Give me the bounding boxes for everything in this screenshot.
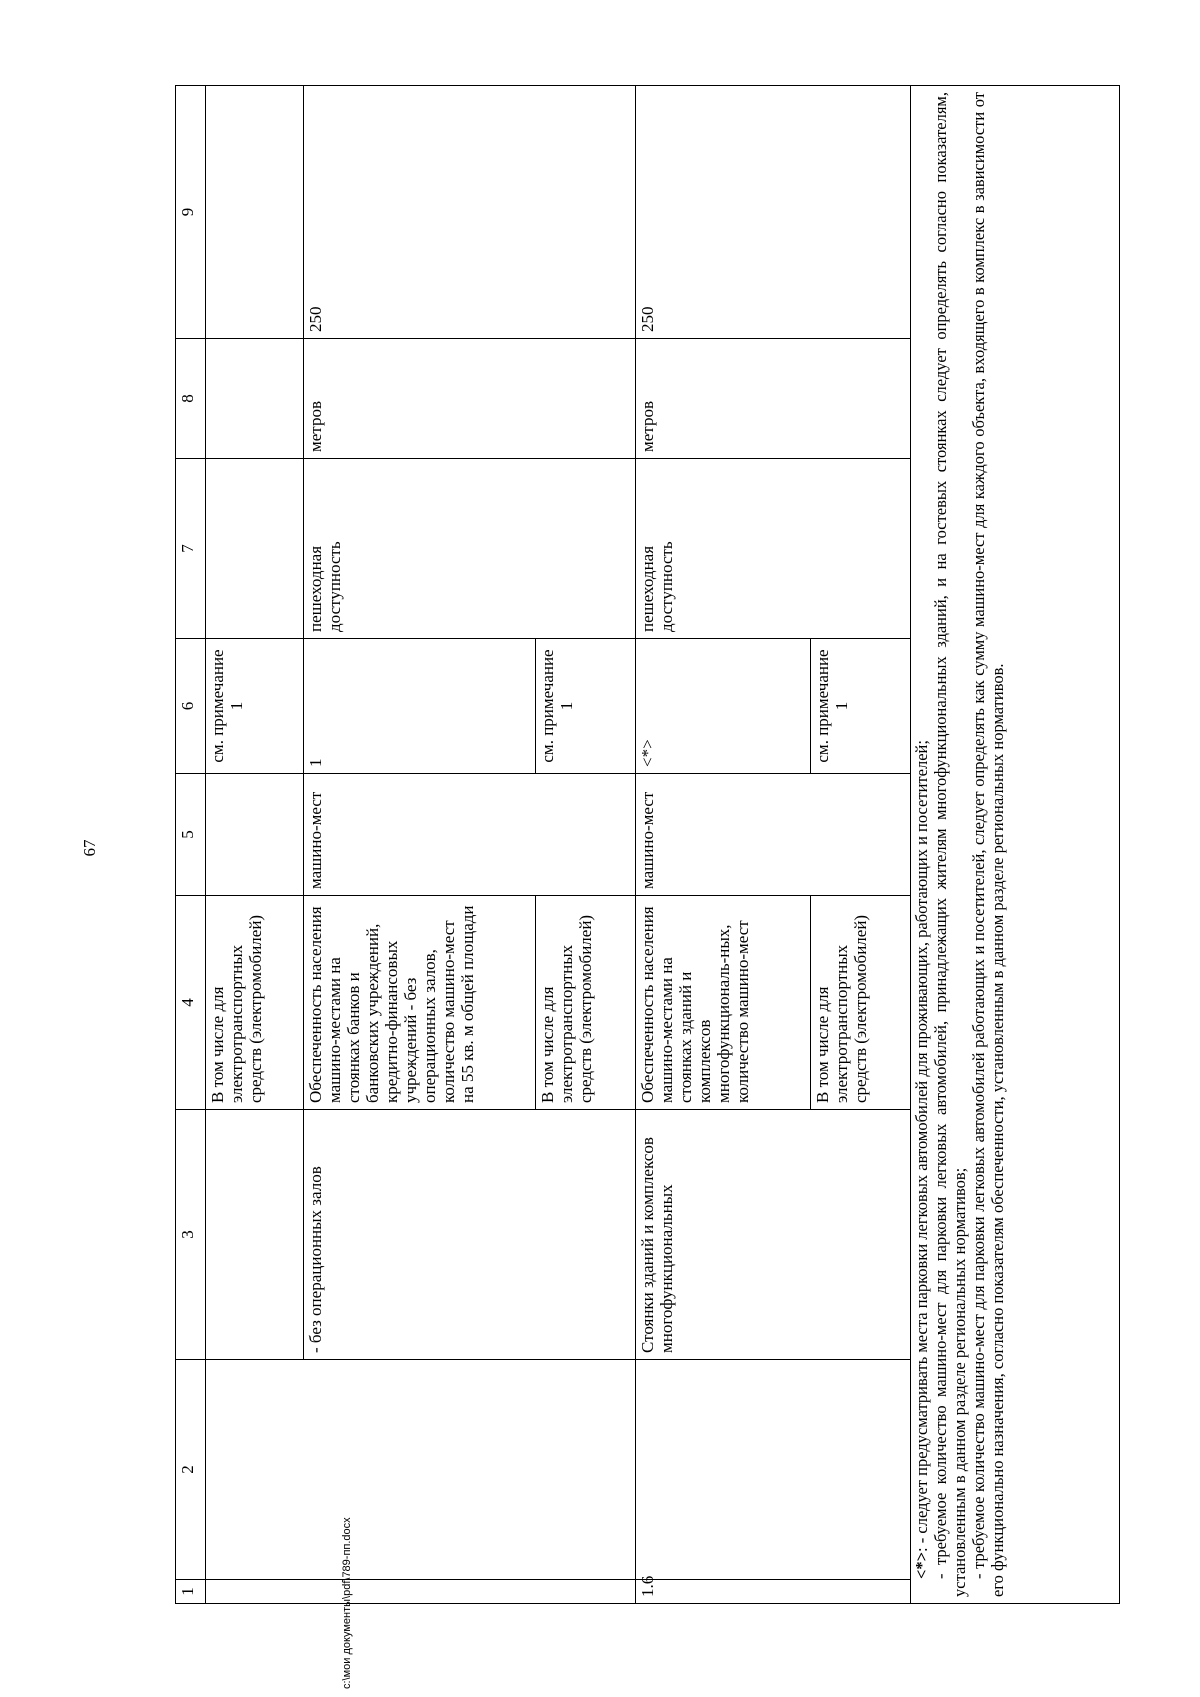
table-cell: 250	[304, 86, 636, 339]
column-number: 6	[176, 639, 206, 774]
table-cell: машино-мест	[304, 774, 636, 896]
row-number: 1.6	[636, 1580, 911, 1604]
column-number: 1	[176, 1580, 206, 1604]
page-number: 67	[80, 839, 99, 857]
table-cell: 1	[304, 639, 536, 774]
note-1-text: : - следует предусматривать места парковки легковых автомобилей для проживающих, работающих и посетителей;	[912, 740, 931, 1552]
table-cell: В том числе для электротранспортных средств (электромобилей)	[811, 896, 911, 1110]
norms-table	[175, 85, 1120, 1604]
table-cell	[206, 1580, 636, 1604]
table-cell: машино-мест	[636, 774, 911, 896]
note-3: - требуемое количество машино-мест для парковки легковых автомобилей работающих и посетителей, следует определять как сумму машино-мест для каждого объекта, входящего в комплекс в зависимости от его функционально назначения, согласно показателям обеспеченности, установленным в данном разделе региональных нормативов.	[968, 92, 1007, 1597]
column-number: 8	[176, 339, 206, 459]
table-cell	[636, 1360, 911, 1580]
table-cell: см. примечание 1	[206, 639, 304, 774]
rotated-table-container	[175, 86, 1120, 1604]
table-row	[206, 86, 304, 1604]
table-cell	[206, 459, 304, 639]
table-cell: <*>	[636, 639, 811, 774]
column-number-row	[176, 86, 206, 1604]
table-cell	[206, 86, 304, 339]
column-number: 2	[176, 1360, 206, 1580]
table-cell: Обеспеченность населения машино-местами на стоянках банков и банковских учреждений, кредитно-финансовых учреждений - без операционных залов, количество машино-мест на 55 кв. м общей площади	[304, 896, 536, 1110]
table-cell: - без операционных залов	[304, 1110, 636, 1360]
table-cell	[206, 1360, 636, 1580]
column-number: 4	[176, 896, 206, 1110]
table-cell: В том числе для электротранспортных средств (электромобилей)	[206, 896, 304, 1110]
table-cell: В том числе для электротранспортных средств (электромобилей)	[536, 896, 636, 1110]
table-cell: см. примечание 1	[536, 639, 636, 774]
footer-file-path: c:\мои документы\pdf\789-пп.docx	[341, 1517, 353, 1689]
column-number: 3	[176, 1110, 206, 1360]
table-cell: метров	[636, 339, 911, 459]
table-row	[636, 86, 811, 1604]
table-cell: см. примечание 1	[811, 639, 911, 774]
table-cell: метров	[304, 339, 636, 459]
table-cell	[206, 339, 304, 459]
column-number: 7	[176, 459, 206, 639]
note-1	[913, 92, 932, 1597]
table-cell	[206, 1110, 304, 1360]
table-cell	[206, 774, 304, 896]
note-2: - требуемое количество машино-мест для парковки легковых автомобилей, принадлежащих жителям многофункциональных зданий, и на гостевых стоянках следует определять согласно показателям, установленным в данном разделе региональных нормативов;	[930, 92, 969, 1597]
column-number: 9	[176, 86, 206, 339]
table-cell: пешеходная доступность	[636, 459, 911, 639]
table-cell: пешеходная доступность	[304, 459, 636, 639]
note-marker: <*>	[912, 1551, 931, 1579]
column-number: 5	[176, 774, 206, 896]
notes-row	[911, 86, 1120, 1604]
table-cell: 250	[636, 86, 911, 339]
table-cell: Стоянки зданий и комплексов многофункциональных	[636, 1110, 911, 1360]
table-cell: Обеспеченность населения машино-местами на стоянках зданий и комплексов многофункциональ-ных, количество машино-мест	[636, 896, 811, 1110]
notes-cell	[911, 86, 1120, 1604]
